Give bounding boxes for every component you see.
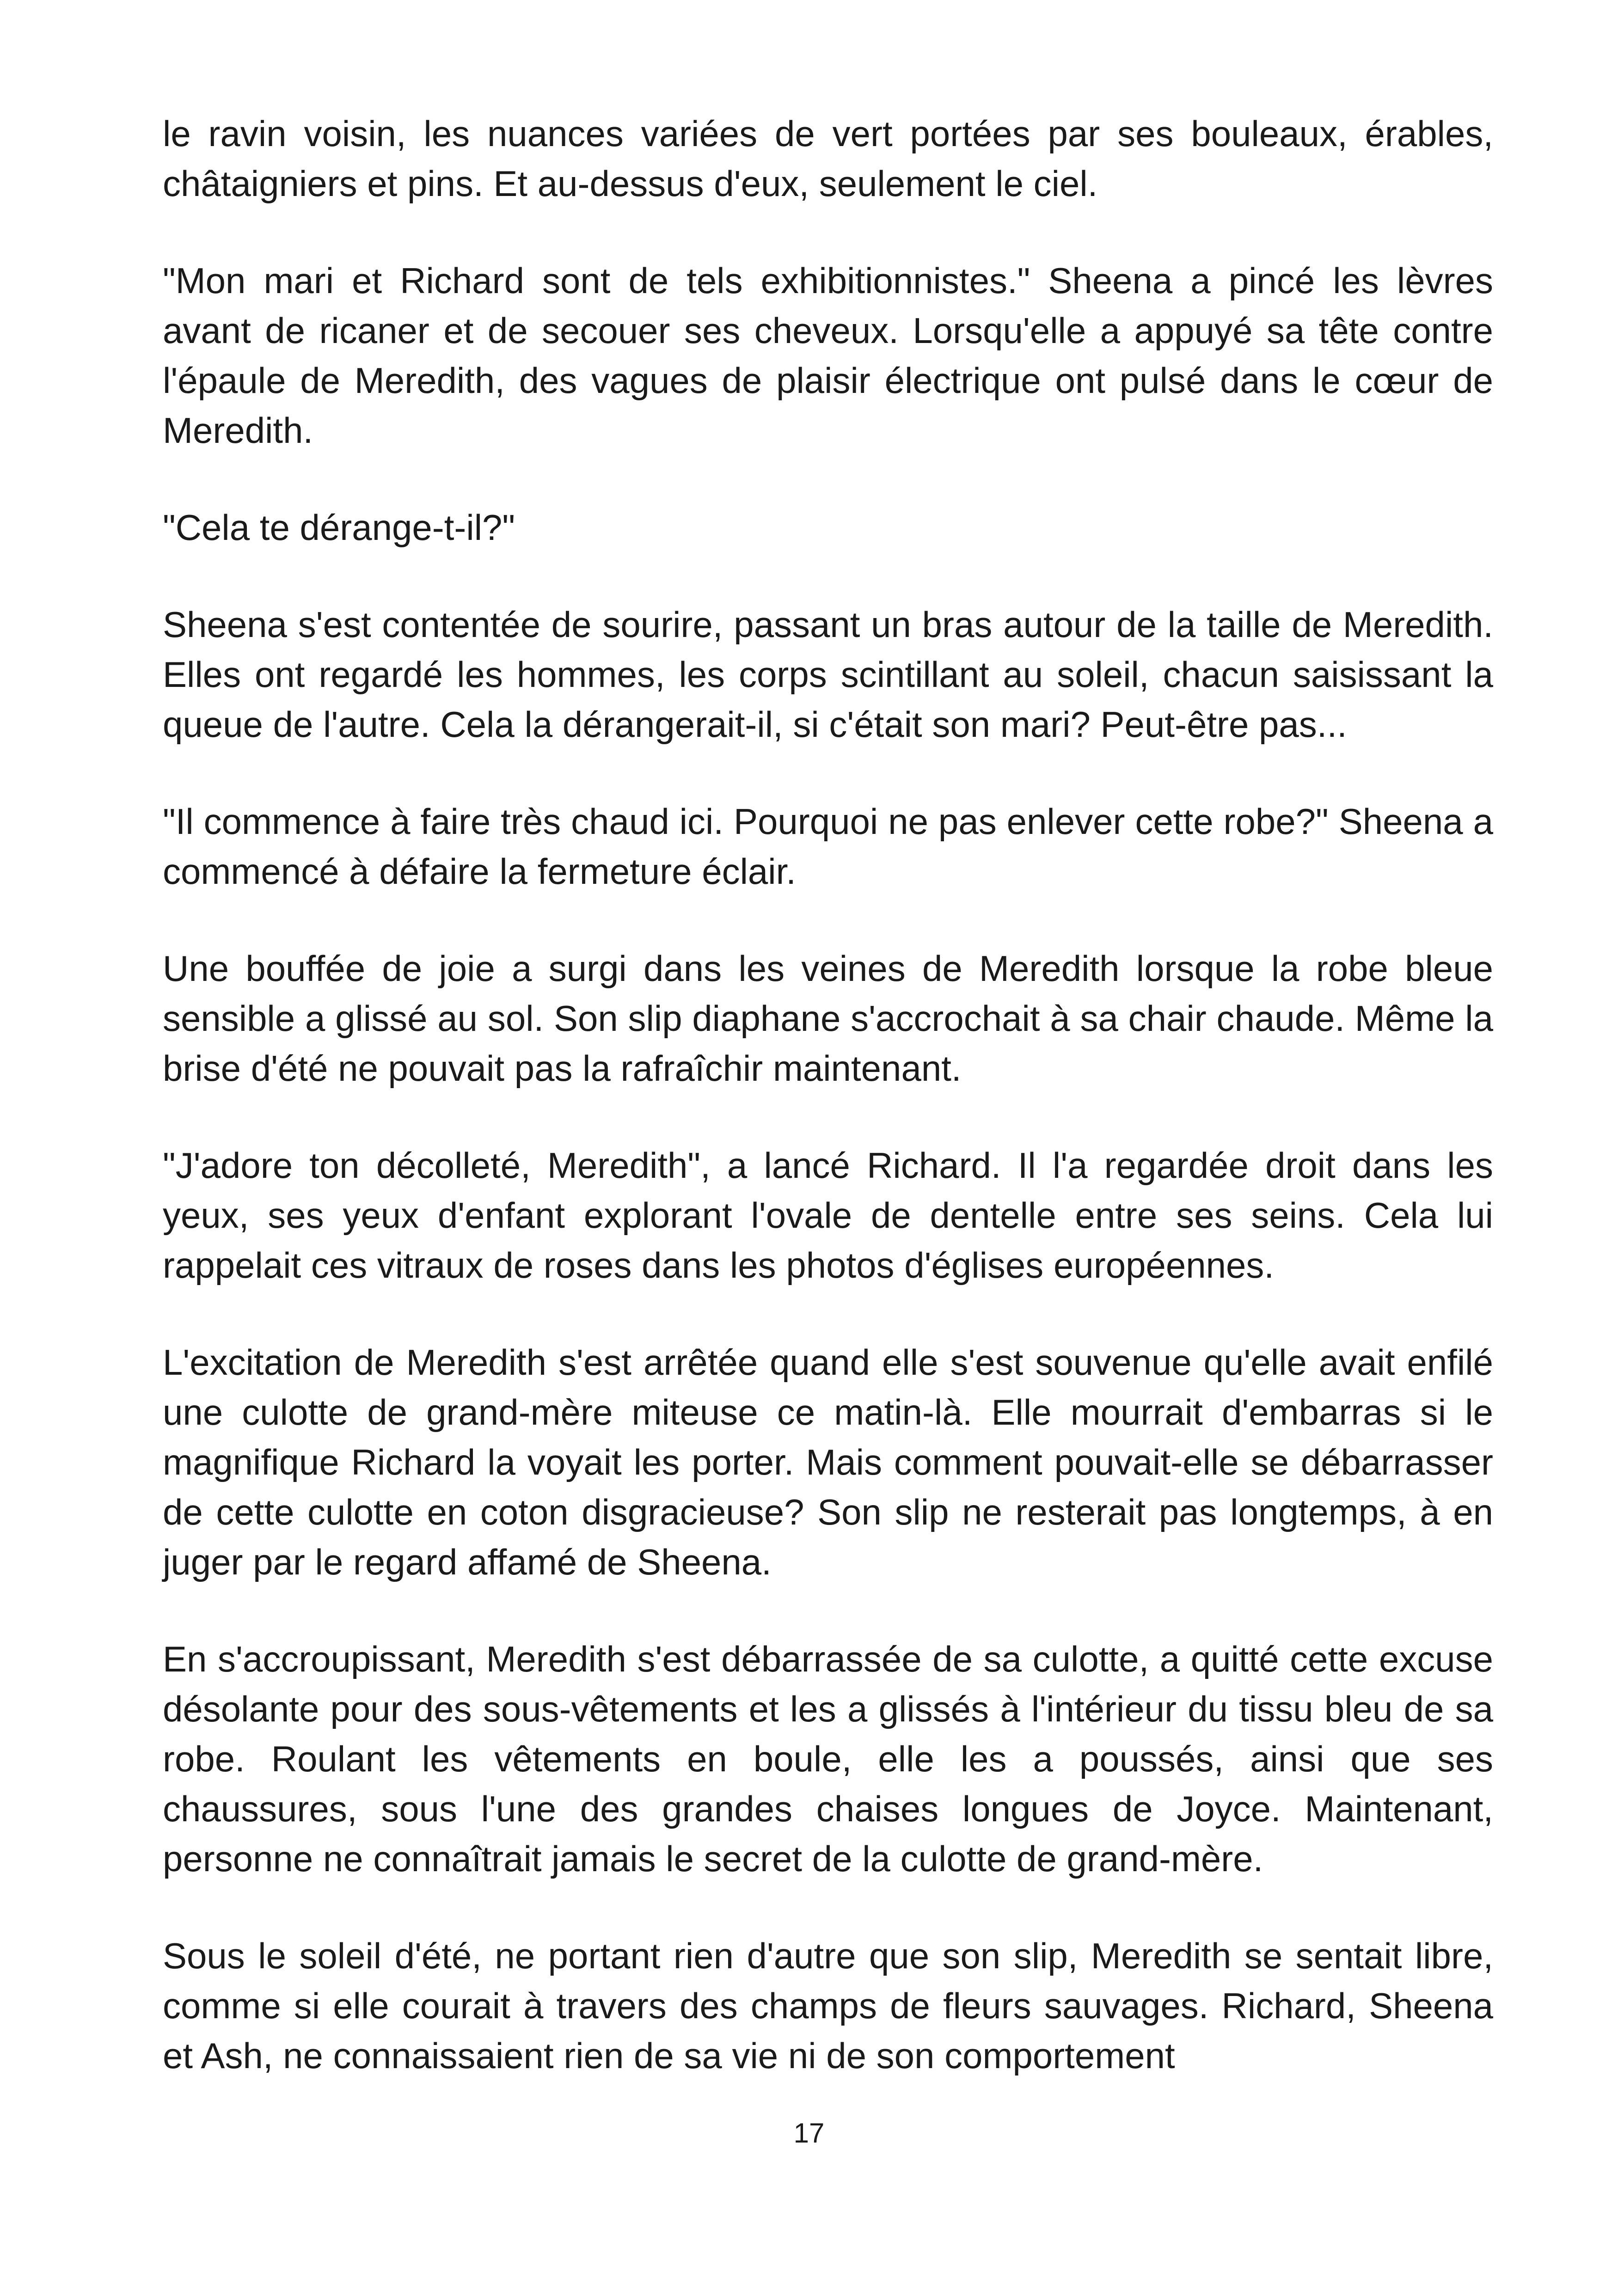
paragraph-10: Sous le soleil d'été, ne portant rien d'autre que son slip, Meredith se sentait libre, comme si elle courait à travers des champs de fleurs sauvages. Richard, Sheena et Ash, ne connaissaient rien de sa vie ni de son comportement (163, 1935, 1493, 2076)
paragraph-4: Sheena s'est contentée de sourire, passant un bras autour de la taille de Meredith. Elles ont regardé les hommes, les corps scintillant au soleil, chacun saisissant la queue de l'autre. Cela la dérangerait-il, si c'était son mari? Peut-être pas... (163, 604, 1493, 745)
paragraph-5: "Il commence à faire très chaud ici. Pourquoi ne pas enlever cette robe?" Sheena a commencé à défaire la fermeture éclair. (163, 801, 1493, 892)
paragraph-8: L'excitation de Meredith s'est arrêtée quand elle s'est souvenue qu'elle avait enfilé une culotte de grand-mère miteuse ce matin-là. Elle mourrait d'embarras si le magnifique Richard la voyait les porter. Mais comment pouvait-elle se débarrasser de cette culotte en coton disgracieuse? Son slip ne resterait pas longtemps, à en juger par le regard affamé de Sheena. (163, 1342, 1493, 1582)
paragraph-3: "Cela te dérange-t-il?" (163, 507, 515, 548)
page-number: 17 (793, 2118, 825, 2149)
page-body (163, 109, 1493, 2081)
paragraph-2: "Mon mari et Richard sont de tels exhibitionnistes." Sheena a pincé les lèvres avant de ricaner et de secouer ses cheveux. Lorsqu'elle a appuyé sa tête contre l'épaule de Meredith, des vagues de plaisir électrique ont pulsé dans le cœur de Meredith. (163, 260, 1493, 451)
paragraph-7: "J'adore ton décolleté, Meredith", a lancé Richard. Il l'a regardée droit dans les yeux, ses yeux d'enfant explorant l'ovale de dentelle entre ses seins. Cela lui rappelait ces vitraux de roses dans les photos d'églises européennes. (163, 1145, 1493, 1286)
paragraph-9: En s'accroupissant, Meredith s'est débarrassée de sa culotte, a quitté cette excuse désolante pour des sous-vêtements et les a glissés à l'intérieur du tissu bleu de sa robe. Roulant les vêtements en boule, elle les a poussés, ainsi que ses chaussures, sous l'une des grandes chaises longues de Joyce. Maintenant, personne ne connaîtrait jamais le secret de la culotte de grand-mère. (163, 1639, 1493, 1879)
paragraph-6: Une bouffée de joie a surgi dans les veines de Meredith lorsque la robe bleue sensible a glissé au sol. Son slip diaphane s'accrochait à sa chair chaude. Même la brise d'été ne pouvait pas la rafraîchir maintenant. (163, 948, 1493, 1089)
paragraph-1: le ravin voisin, les nuances variées de vert portées par ses bouleaux, érables, châtaigniers et pins. Et au-dessus d'eux, seulement le ciel. (163, 113, 1493, 204)
